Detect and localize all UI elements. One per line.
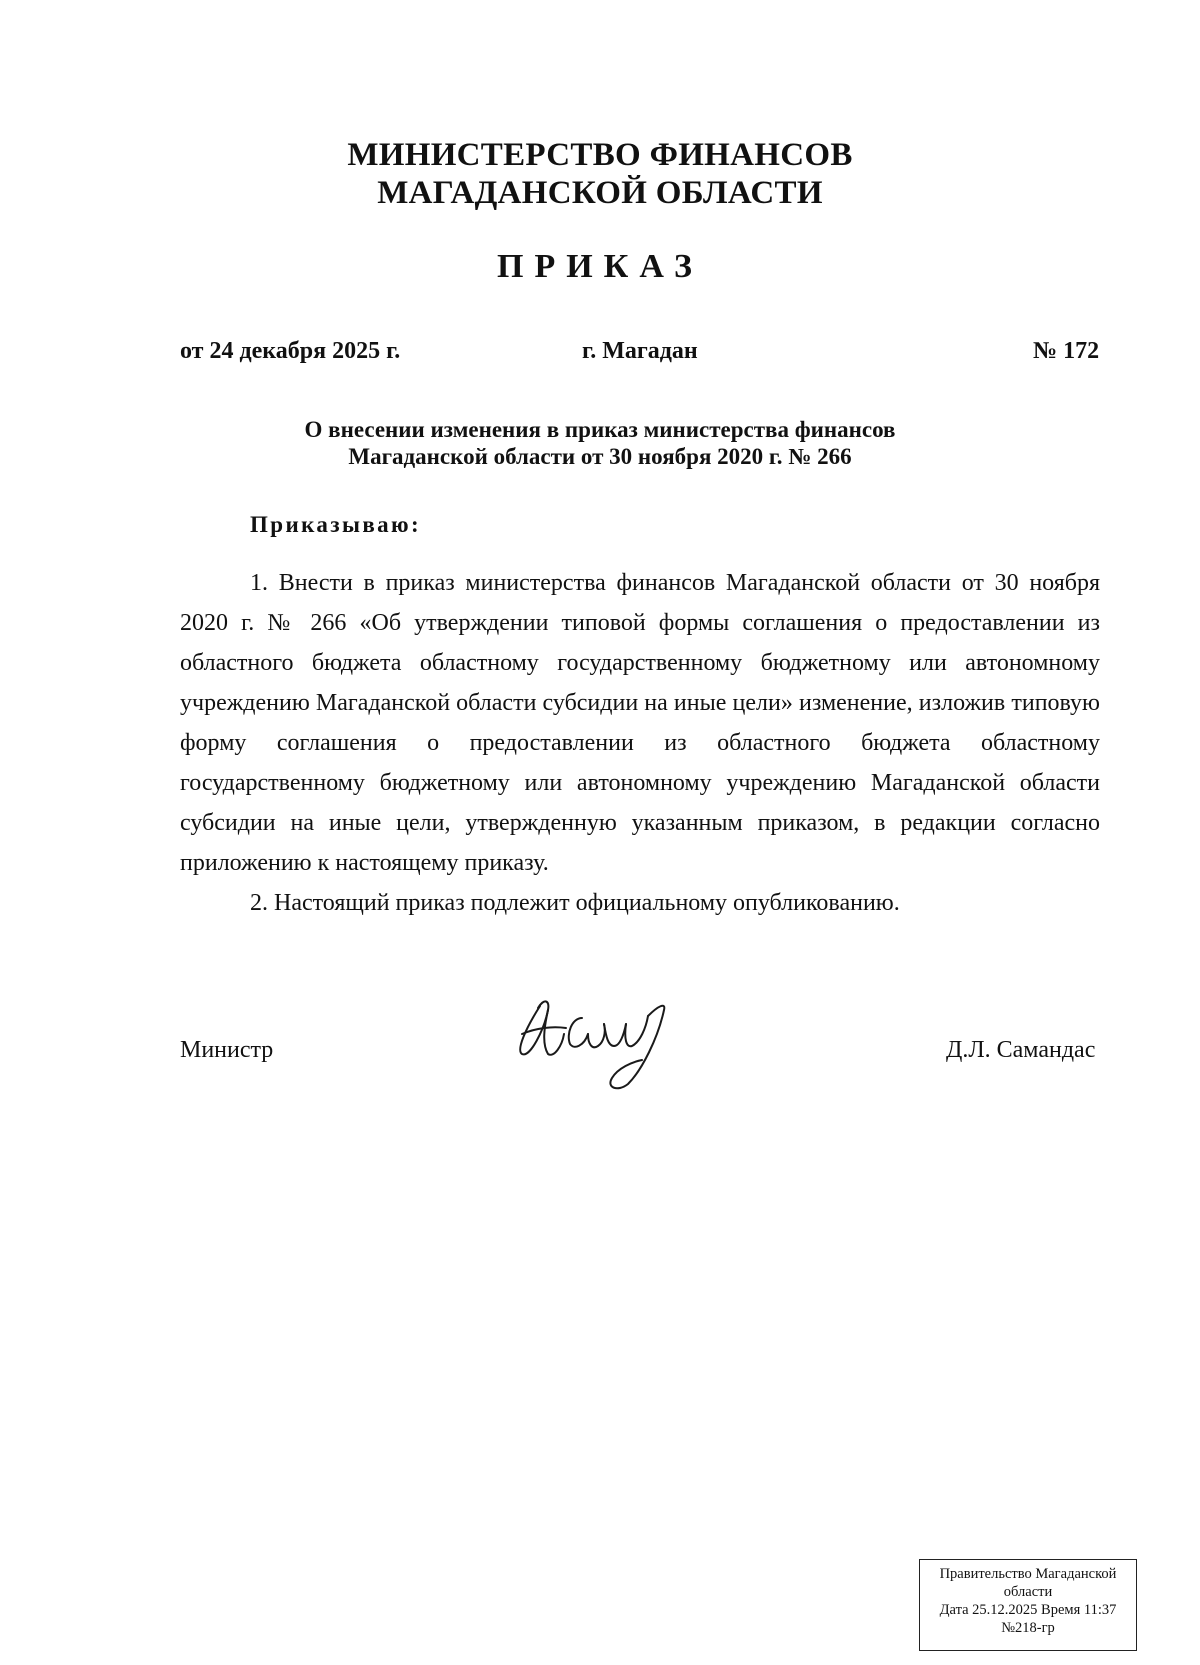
stamp-line-1: Правительство Магаданской (939, 1566, 1117, 1582)
order-directive: Приказываю: (250, 512, 422, 537)
stamp-line-2: области (1003, 1584, 1053, 1600)
document-body (180, 563, 1100, 923)
registration-stamp (919, 1559, 1137, 1651)
ministry-header (0, 136, 1200, 212)
document-number: № 172 (1033, 338, 1100, 364)
document-type-title: ПРИКАЗ (497, 248, 703, 285)
paragraph-2: 2. Настоящий приказ подлежит официальному опубликованию. (250, 890, 900, 916)
paragraph-1: 1. Внести в приказ министерства финансов Магаданской области от 30 ноября 2020 г. № 266 «Об утверждении типовой формы соглашения о предоставлении из областного бюджета областному государственному бюджетному или автономному учреждению Магаданской области субсидии на иные цели» изменение, изложив типовую форму соглашения о предоставлении из областного бюджета областному государственному бюджетному или автономному учреждению Магаданской области субсидии на иные цели, утвержденную указанным приказом, в редакции согласно приложению к настоящему приказу. (180, 570, 1100, 876)
document-subject (0, 416, 1200, 470)
signer-role: Министр (180, 1037, 274, 1063)
document-date: от 24 декабря 2025 г. (180, 338, 401, 364)
ministry-line-2: МАГАДАНСКОЙ ОБЛАСТИ (377, 175, 823, 211)
document-city: г. Магадан (582, 338, 698, 364)
subject-line-1: О внесении изменения в приказ министерства финансов (304, 417, 896, 442)
handwritten-signature-icon (508, 988, 708, 1098)
subject-line-2: Магаданской области от 30 ноября 2020 г. № 266 (348, 444, 852, 469)
ministry-line-1: МИНИСТЕРСТВО ФИНАНСОВ (347, 137, 853, 173)
stamp-line-4: №218-гр (1001, 1620, 1055, 1636)
signer-name: Д.Л. Самандас (946, 1037, 1096, 1063)
stamp-line-3: Дата 25.12.2025 Время 11:37 (939, 1602, 1117, 1618)
